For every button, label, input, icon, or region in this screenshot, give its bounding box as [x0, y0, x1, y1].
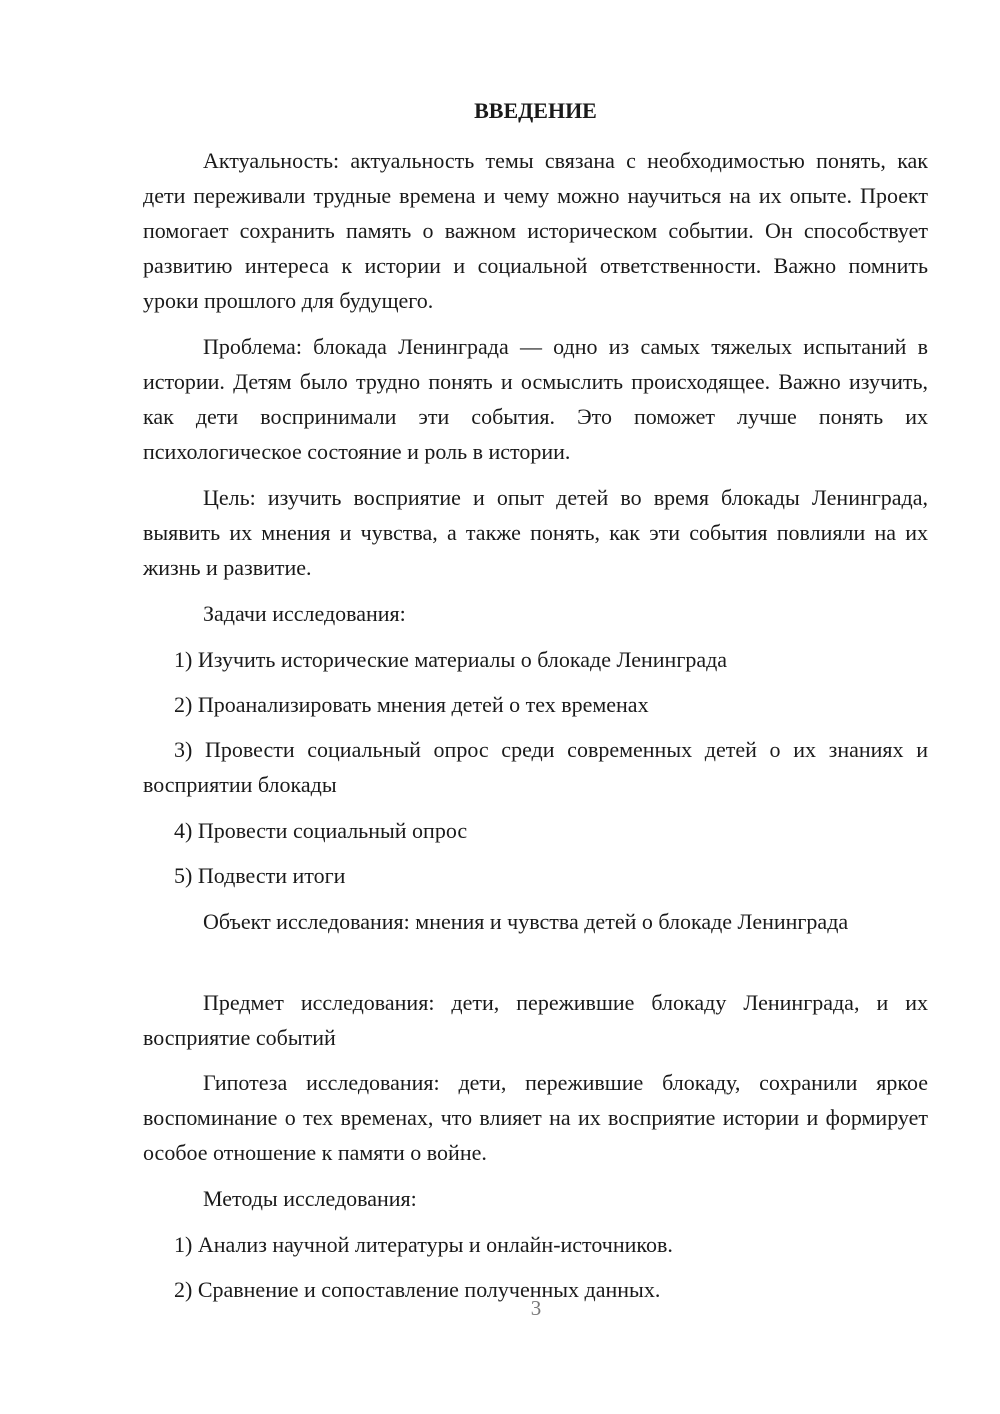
page-title: ВВЕДЕНИЕ	[474, 98, 597, 123]
method-item-1: 1) Анализ научной литературы и онлайн-источников.	[174, 1232, 673, 1257]
task-item-5: 5) Подвести итоги	[174, 863, 346, 888]
task-item-3: 3) Провести социальный опрос среди современных детей о их знаниях и восприятии блокады	[143, 737, 928, 797]
tasks-heading: Задачи исследования:	[203, 601, 406, 626]
page-number: 3	[530, 1296, 542, 1320]
goal-paragraph: Цель: изучить восприятие и опыт детей во время блокады Ленинграда, выявить их мнения и чувства, а также понять, как эти события повлияли на их жизнь и развитие.	[143, 485, 928, 580]
methods-heading: Методы исследования:	[203, 1186, 417, 1211]
relevance-paragraph: Актуальность: актуальность темы связана с необходимостью понять, как дети переживали трудные времена и чему можно научиться на их опыте. Проект помогает сохранить память о важном историческом событии. Он способствует развитию интереса к истории и социальной ответственности. Важно помнить уроки прошлого для будущего.	[143, 148, 928, 313]
hypothesis-paragraph: Гипотеза исследования: дети, пережившие блокаду, сохранили яркое воспоминание о тех временах, что влияет на их восприятие истории и формирует особое отношение к памяти о войне.	[143, 1070, 928, 1165]
object-paragraph: Объект исследования: мнения и чувства детей о блокаде Ленинграда	[203, 909, 849, 934]
method-item-2: 2) Сравнение и сопоставление полученных данных.	[174, 1277, 661, 1302]
task-item-1: 1) Изучить исторические материалы о блокаде Ленинграда	[174, 647, 728, 672]
task-item-4: 4) Провести социальный опрос	[174, 818, 468, 843]
problem-paragraph: Проблема: блокада Ленинграда — одно из самых тяжелых испытаний в истории. Детям было трудно понять и осмыслить происходящее. Важно изучить, как дети воспринимали эти события. Это поможет лучше понять их психологическое состояние и роль в истории.	[143, 334, 928, 464]
subject-paragraph: Предмет исследования: дети, пережившие блокаду Ленинграда, и их восприятие событий	[143, 990, 928, 1050]
task-item-2: 2) Проанализировать мнения детей о тех временах	[174, 692, 649, 717]
